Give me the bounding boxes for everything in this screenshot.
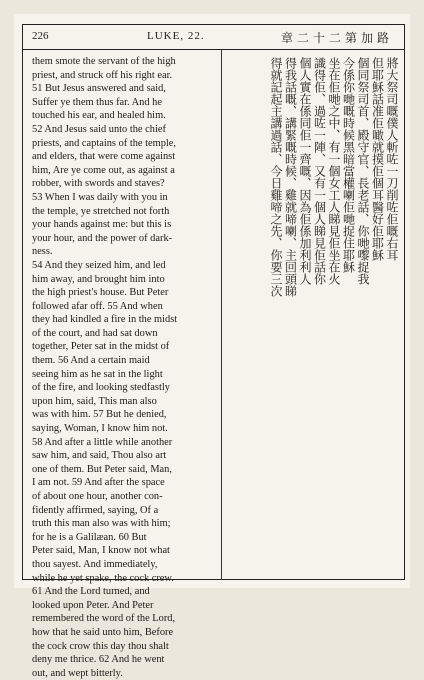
english-line: your hour, and the power of dark- <box>32 232 173 244</box>
english-line: your hands against me: but this is <box>32 219 172 231</box>
english-line: of the fire, and looking stedfastly <box>32 382 170 394</box>
english-running-title: LUKE, 22. <box>147 30 205 42</box>
english-line: priests, and captains of the temple, <box>32 137 176 149</box>
english-line: them smote the servant of the high <box>32 56 176 67</box>
english-line: 52 And Jesus said unto the chief <box>32 123 166 135</box>
english-line: 54 And they seized him, and led <box>32 259 166 271</box>
english-line: how that he said unto him, Before <box>32 626 174 638</box>
english-line: saw him, and said, Thou also art <box>32 450 167 462</box>
chinese-column: 得就記起主講過話、今日雞啼之先、你要三次 <box>269 57 283 297</box>
english-line: 53 When I was daily with you in <box>32 191 168 203</box>
english-line: 61 And the Lord turned, and <box>32 586 150 598</box>
english-line: together, Peter sat in the midst of <box>32 341 170 353</box>
chinese-column: 個人實在係同佢一齊嘅、因為佢係加利利人 <box>298 57 312 285</box>
english-line: robber, with swords and staves? <box>32 178 165 190</box>
english-line: him, Are ye come out, as against a <box>32 164 175 176</box>
english-text-column <box>32 55 222 680</box>
english-line: priest, and struck off his right ear. <box>32 69 173 81</box>
english-line: while he yet spake, the cock crew. <box>32 572 174 584</box>
english-line: Peter said, Man, I know not what <box>32 545 170 557</box>
english-line: touched his ear, and healed him. <box>32 110 166 122</box>
english-line: truth this man also was with him; <box>32 518 171 530</box>
chinese-text-column <box>224 57 399 577</box>
english-line: the high priest's house. But Peter <box>32 287 169 299</box>
english-line: of about one hour, another con- <box>32 491 163 502</box>
english-line: one of them. But Peter said, Man, <box>32 463 172 475</box>
english-line: him away, and brought him into <box>32 273 165 285</box>
english-line: fidently affirmed, saying, Of a <box>32 504 159 516</box>
english-line: I am not. 59 And after the space <box>32 477 165 489</box>
english-line: the cock crow this day thou shalt <box>32 640 169 652</box>
chinese-column: 識得佢、過咗一陣、又有一個人睇見佢話你 <box>312 57 327 285</box>
english-line: deny me thrice. 62 And he went <box>32 654 165 666</box>
english-line: upon him, said, This man also <box>32 395 157 407</box>
english-line: saying, Woman, I know him not. <box>32 423 168 435</box>
chinese-running-title: 章二十二第加路 <box>280 31 393 45</box>
english-line: Suffer ye them thus far. And he <box>32 96 162 108</box>
chinese-column: 將大祭司嘅僕人斬咗一刀削咗佢嘅右耳 <box>385 57 399 261</box>
english-line: out, and wept bitterly. <box>32 667 123 679</box>
english-line: thou sayest. And immediately, <box>32 558 158 570</box>
english-line: was with him. 57 But he denied, <box>32 409 167 421</box>
english-line: seeing him as he sat in the light <box>32 368 163 380</box>
page-number: 226 <box>32 30 49 42</box>
chinese-column: 但耶穌話准佢噉就摸佢個耳醫好佢耶穌 <box>370 57 385 261</box>
english-line: and elders, that were come against <box>32 151 176 163</box>
chinese-column: 得我話嘅、講緊嘅時候、雞就啼喇、主回頭睇 <box>283 57 298 297</box>
english-line: 51 But Jesus answered and said, <box>32 83 166 95</box>
english-line: 58 And after a little while another <box>32 436 173 448</box>
english-line: them. 56 And a certain maid <box>32 355 150 367</box>
english-line: looked upon Peter. And Peter <box>32 599 154 611</box>
english-line: the temple, ye stretched not forth <box>32 205 170 217</box>
chinese-column: 坐在佢哋之中、有一個女工人睇見佢坐在火 <box>327 57 341 285</box>
english-line: remembered the word of the Lord, <box>32 613 176 625</box>
chinese-column: 今係你哋嘅時候黑暗當權喇佢哋捉住耶穌 <box>341 57 356 273</box>
chinese-column: 個同祭司首、殿守官、長老話、你哋嚟捉我 <box>356 57 370 285</box>
english-line: for he is a Galilæan. 60 But <box>32 531 147 543</box>
page-header <box>22 24 405 50</box>
page-sheet <box>14 14 410 679</box>
english-line: ness. <box>32 246 53 258</box>
english-line: followed afar off. 55 And when <box>32 300 163 312</box>
english-line: of the court, and had sat down <box>32 327 158 339</box>
english-line: they had kindled a fire in the midst <box>32 314 178 326</box>
